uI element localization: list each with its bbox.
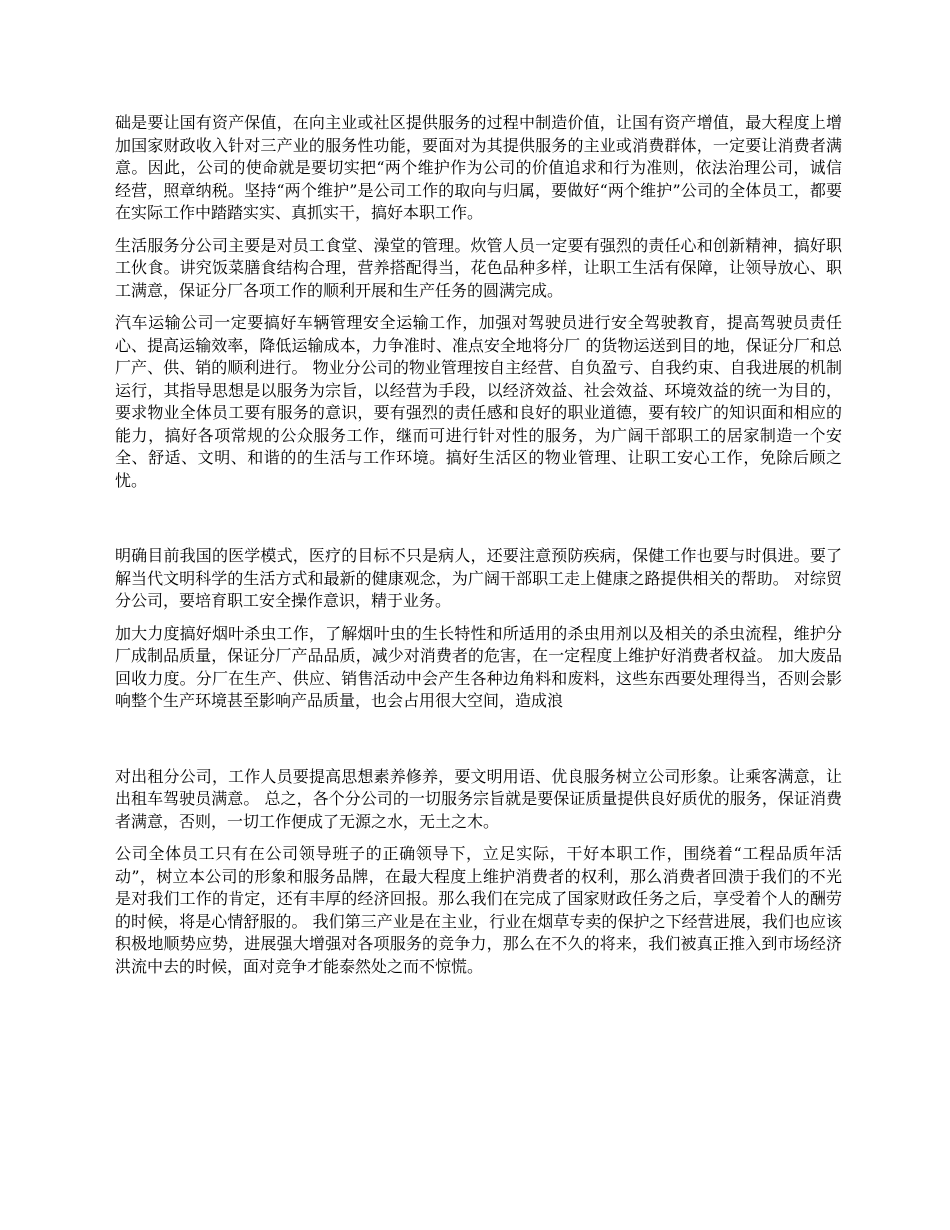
paragraph-transport-property: 汽车运输公司一定要搞好车辆管理安全运输工作，加强对驾驶员进行安全驾驶教育，提高驾驶员责任心、提高运输效率，降低运输成本，力争准时、准点安全地将分厂 的货物运送到目的地，保证分厂和总厂产、供、销的顺利进行。 物业分公司的物业管理按自主经营、自负盈亏、自我约束、自我进展的机制运行，其指导思想是以服务为宗旨，以经营为手段，以经济效益、社会效益、环境效益的统一为目的，要求物业全体员工要有服务的意识，要有强烈的责任感和良好的职业道德，要有较广的知识面和相应的能力，搞好各项常规的公众服务工作，继而可进行针对性的服务，为广阔干部职工的居家制造一个安全、舒适、文明、和谐的的生活与工作环境。搞好生活区的物业管理、让职工安心工作，免除后顾之忧。 — [115, 313, 842, 490]
paragraph-life-services: 生活服务分公司主要是对员工食堂、澡堂的管理。炊管人员一定要有强烈的责任心和创新精神，搞好职工伙食。讲究饭菜膳食结构合理，营养搭配得当，花色品种多样，让职工生活有保障，让领导放心、职工满意，保证分厂各项工作的顺利开展和生产任务的圆满完成。 — [115, 235, 842, 300]
paragraph-state-assets: 础是要让国有资产保值，在向主业或社区提供服务的过程中制造价值，让国有资产增值，最大程度上增加国家财政收入针对三产业的服务性功能，要面对为其提供服务的主业或消费群体，一定要让消费者满意。因此，公司的使命就是要切实把“两个维护作为公司的价值追求和行为准则，依法治理公司，诚信经营，照章纳税。坚持“两个维护”是公司工作的取向与归属，要做好“两个维护”公司的全体员工，都要在实际工作中踏踏实实、真抓实干，搞好本职工作。 — [115, 113, 842, 222]
document-page — [115, 112, 842, 988]
paragraph-tobacco-pest: 加大力度搞好烟叶杀虫工作，了解烟叶虫的生长特性和所适用的杀虫用剂以及相关的杀虫流程，维护分厂成制品质量，保证分厂产品品质，减少对消费者的危害，在一定程度上维护好消费者权益。 加大废品回收力度。分厂在生产、供应、销售活动中会产生各种边角料和废料，这些东西要处理得当，否则会影响整个生产环境甚至影响产品质量，也会占用很大空间，造成浪 — [115, 623, 842, 710]
paragraph-medical: 明确目前我国的医学模式，医疗的目标不只是病人，还要注意预防疾病，保健工作也要与时俱进。要了解当代文明科学的生活方式和最新的健康观念，为广阔干部职工走上健康之路提供相关的帮助。 对综贸分公司，要培育职工安全操作意识，精于业务。 — [115, 546, 842, 610]
paragraph-taxi: 对出租分公司，工作人员要提高思想素养修养，要文明用语、优良服务树立公司形象。让乘客满意，让出租车驾驶员满意。 总之，各个分公司的一切服务宗旨就是要保证质量提供良好质优的服务，保证消费者满意，否则，一切工作便成了无源之水，无土之木。 — [115, 766, 842, 831]
paragraph-conclusion: 公司全体员工只有在公司领导班子的正确领导下，立足实际，干好本职工作，围绕着“工程品质年活动”，树立本公司的形象和服务品牌，在最大程度上维护消费者的权利，那么消费者回溃于我们的不光是对我们工作的肯定，还有丰厚的经济回报。那么我们在完成了国家财政任务之后，享受着个人的酬劳的时候，将是心情舒服的。 我们第三产业是在主业，行业在烟草专卖的保护之下经营进展，我们也应该积极地顺势应势，进展强大增强对各项服务的竞争力，那么在不久的将来，我们被真正推入到市场经济洪流中去的时候，面对竞争才能泰然处之而不惊慌。 — [115, 844, 842, 976]
section-gap — [115, 502, 842, 545]
section-gap — [115, 723, 842, 766]
